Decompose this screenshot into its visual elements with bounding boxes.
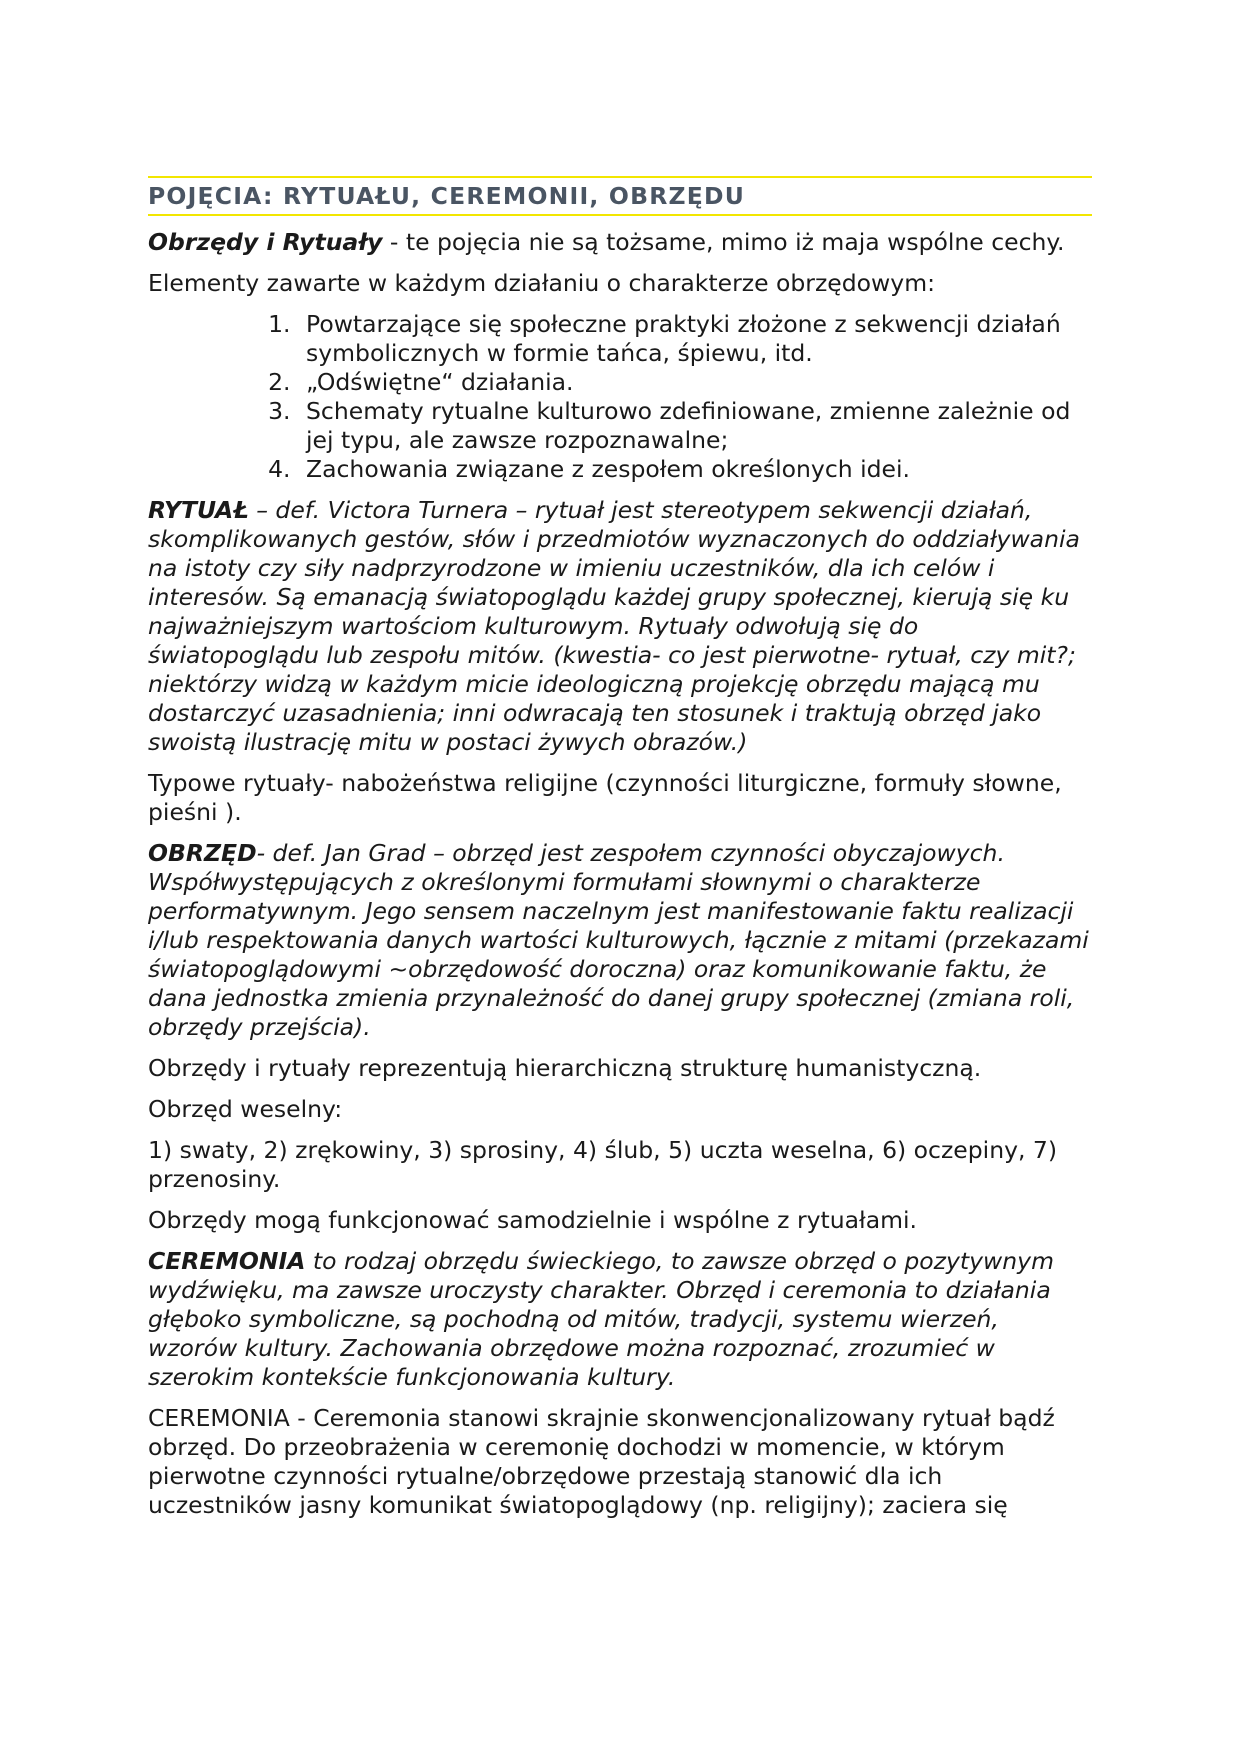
paragraph-rytual xyxy=(148,496,1092,757)
list-item: 4. Zachowania związane z zespołem określonych idei. xyxy=(298,455,1092,484)
paragraph-text: to rodzaj obrzędu świeckiego, to zawsze obrzęd o pozytywnym wydźwięku, ma zawsze uroczysty charakter. Obrzęd i ceremonia to działania głęboko symboliczne, są pochodną od mitów, tradycji, systemu wierzeń, wzorów kultury. Zachowania obrzędowe można rozpoznać, zrozumieć w szerokim kontekście funkcjonowania kultury. xyxy=(148,1247,1054,1391)
term-obrzed: OBRZĘD xyxy=(148,839,257,867)
paragraph-hierarchia: Obrzędy i rytuały reprezentują hierarchiczną strukturę humanistyczną. xyxy=(148,1054,982,1082)
paragraph-obrzed xyxy=(148,839,1092,1042)
paragraph-obrzed-weselny: Obrzęd weselny: xyxy=(148,1095,343,1123)
paragraph-text: - def. Jan Grad – obrzęd jest zespołem czynności obyczajowych. Współwystępujących z określonymi formułami słownymi o charakterze performatywnym. Jego sensem naczelnym jest manifestowanie faktu realizacji i/lub respektowania danych wartości kulturowych, łącznie z mitami (przekazami światopoglądowymi ~obrzędowość doroczna) oraz komunikowanie faktu, że dana jednostka zmienia przynależność do danej grupy społecznej (zmiana roli, obrzędy przejścia). xyxy=(148,839,1089,1041)
paragraph-ceremonia xyxy=(148,1247,1092,1392)
paragraph-text: – def. Victora Turnera – rytuał jest stereotypem sekwencji działań, skomplikowanych gestów, słów i przedmiotów wyznaczonych do oddziaływania na istoty czy siły nadprzyrodzone w imieniu uczestników, dla ich celów i interesów. Są emanacją światopoglądu każdej grupy społecznej, kierują się ku najważniejszym wartościom kulturowym. Rytuały odwołują się do światopoglądu lub zespołu mitów. (kwestia- co jest pierwotne- rytuał, czy mit?; niektórzy widzą w każdym micie ideologiczną projekcję obrzędu mającą mu dostarczyć uzasadnienia; inni odwracają ten stosunek i traktują obrzęd jako swoistą ilustrację mitu w postaci żywych obrazów.) xyxy=(148,496,1080,756)
list-item: 1. Powtarzające się społeczne praktyki złożone z sekwencji działań symbolicznych w formie tańca, śpiewu, itd. xyxy=(298,310,1092,368)
section-heading: POJĘCIA: RYTUAŁU, CEREMONII, OBRZĘDU xyxy=(148,176,1092,216)
paragraph-funkcjonowanie: Obrzędy mogą funkcjonować samodzielnie i wspólne z rytuałami. xyxy=(148,1206,917,1234)
term-rytual: RYTUAŁ xyxy=(148,496,249,524)
term-ceremonia: CEREMONIA xyxy=(148,1247,306,1275)
paragraph-elementy: Elementy zawarte w każdym działaniu o charakterze obrzędowym: xyxy=(148,269,935,297)
paragraph-typowe-rytualy: Typowe rytuały- nabożeństwa religijne (czynności liturgiczne, formuły słowne, pieśni ). xyxy=(148,769,1062,826)
elements-list xyxy=(148,310,1092,484)
list-item: 3. Schematy rytualne kulturowo zdefiniowane, zmienne zależnie od jej typu, ale zawsze rozpoznawalne; xyxy=(298,397,1092,455)
list-item: 2. „Odświętne“ działania. xyxy=(298,368,1092,397)
paragraph-ceremonia-definicja: CEREMONIA - Ceremonia stanowi skrajnie skonwencjonalizowany rytuał bądź obrzęd. Do przeobrażenia w ceremonię dochodzi w momencie, w którym pierwotne czynności rytualne/obrzędowe przestają stanowić dla ich uczestników jasny komunikat światopoglądowy (np. religijny); zaciera się xyxy=(148,1404,1055,1519)
term-obrzedy-rytualy: Obrzędy i Rytuały xyxy=(148,228,383,256)
document-page xyxy=(148,176,1092,1532)
paragraph-obrzedy-rytualy xyxy=(148,228,1092,257)
paragraph-text: - te pojęcia nie są tożsame, mimo iż maja wspólne cechy. xyxy=(382,228,1065,256)
paragraph-etapy-wesela: 1) swaty, 2) zrękowiny, 3) sprosiny, 4) ślub, 5) uczta weselna, 6) oczepiny, 7) przenosiny. xyxy=(148,1136,1058,1193)
